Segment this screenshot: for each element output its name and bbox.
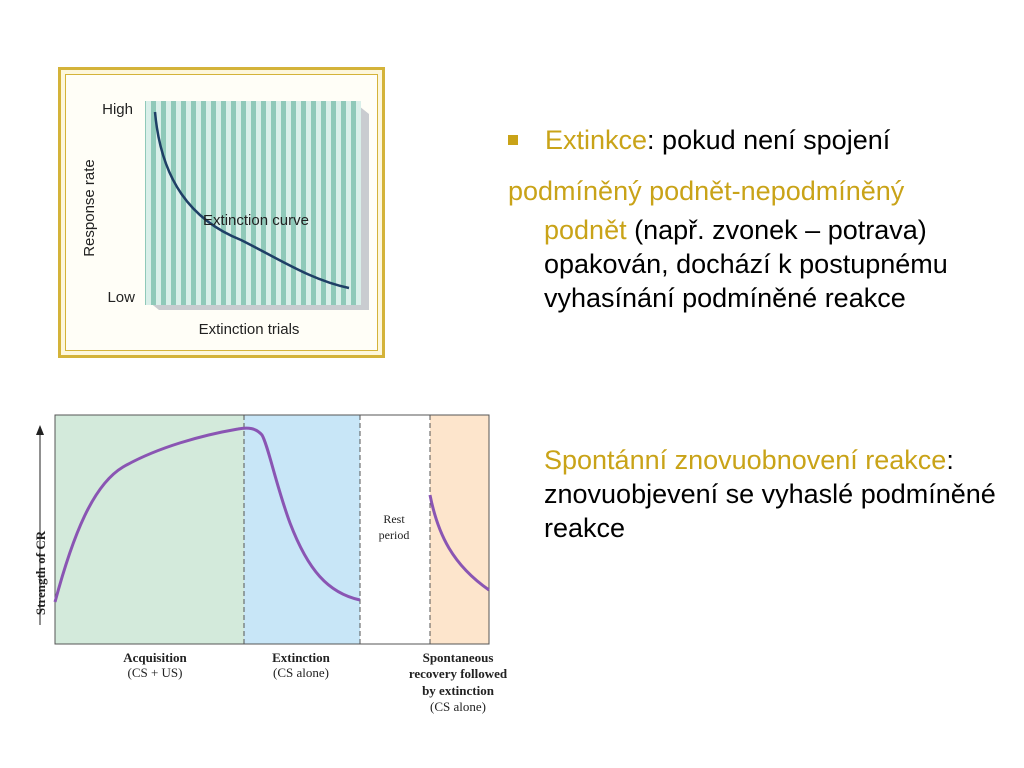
rest-label-2: period [378,528,410,542]
term-podnet: podnět [544,215,627,245]
curve-label: Extinction curve [203,212,309,229]
spontaneous-recovery-paragraph [544,443,1004,545]
y-low-label: Low [107,289,135,306]
bullet-square-icon [508,135,518,145]
rest-label-1: Rest [383,512,405,526]
accent-line-2: podmíněný podnět-nepodmíněný [508,176,905,206]
phase-recovery-2: recovery followed [408,666,508,681]
phase-extinction: Extinction [272,650,330,665]
phase-recovery-1: Spontaneous [422,650,494,665]
acquisition-extinction-figure [28,405,528,730]
acquisition-region [55,415,244,644]
striped-plot-area [145,101,361,305]
extinction-curve-svg [61,70,388,361]
phase-acquisition: Acquisition [123,650,187,665]
extinction-curve-figure [58,67,385,358]
term-spontanni: Spontánní znovuobnovení reakce [544,445,947,475]
definition-continuation [544,213,1014,315]
y-axis-title: Response rate [81,159,98,257]
term-extinkce: Extinkce [545,125,648,155]
definition-rest: (např. zvonek – potrava) opakován, dochází k postupnému vyhasínání podmíněné reakce [544,215,948,313]
extinction-region [244,415,360,644]
phase-recovery-sub: (CS alone) [430,699,486,714]
y-high-label: High [102,101,133,118]
phase-acquisition-sub: (CS + US) [127,665,183,680]
spontanni-def: : znovuobjevení se vyhaslé podmíněné reakce [544,445,996,543]
extinkce-def-start: : pokud není spojení [647,125,891,155]
x-axis-title: Extinction trials [198,321,300,338]
phase-recovery-3: by extinction [422,683,494,698]
phase-extinction-sub: (CS alone) [273,665,329,680]
y-axis-label: Strength of CR [33,530,48,616]
